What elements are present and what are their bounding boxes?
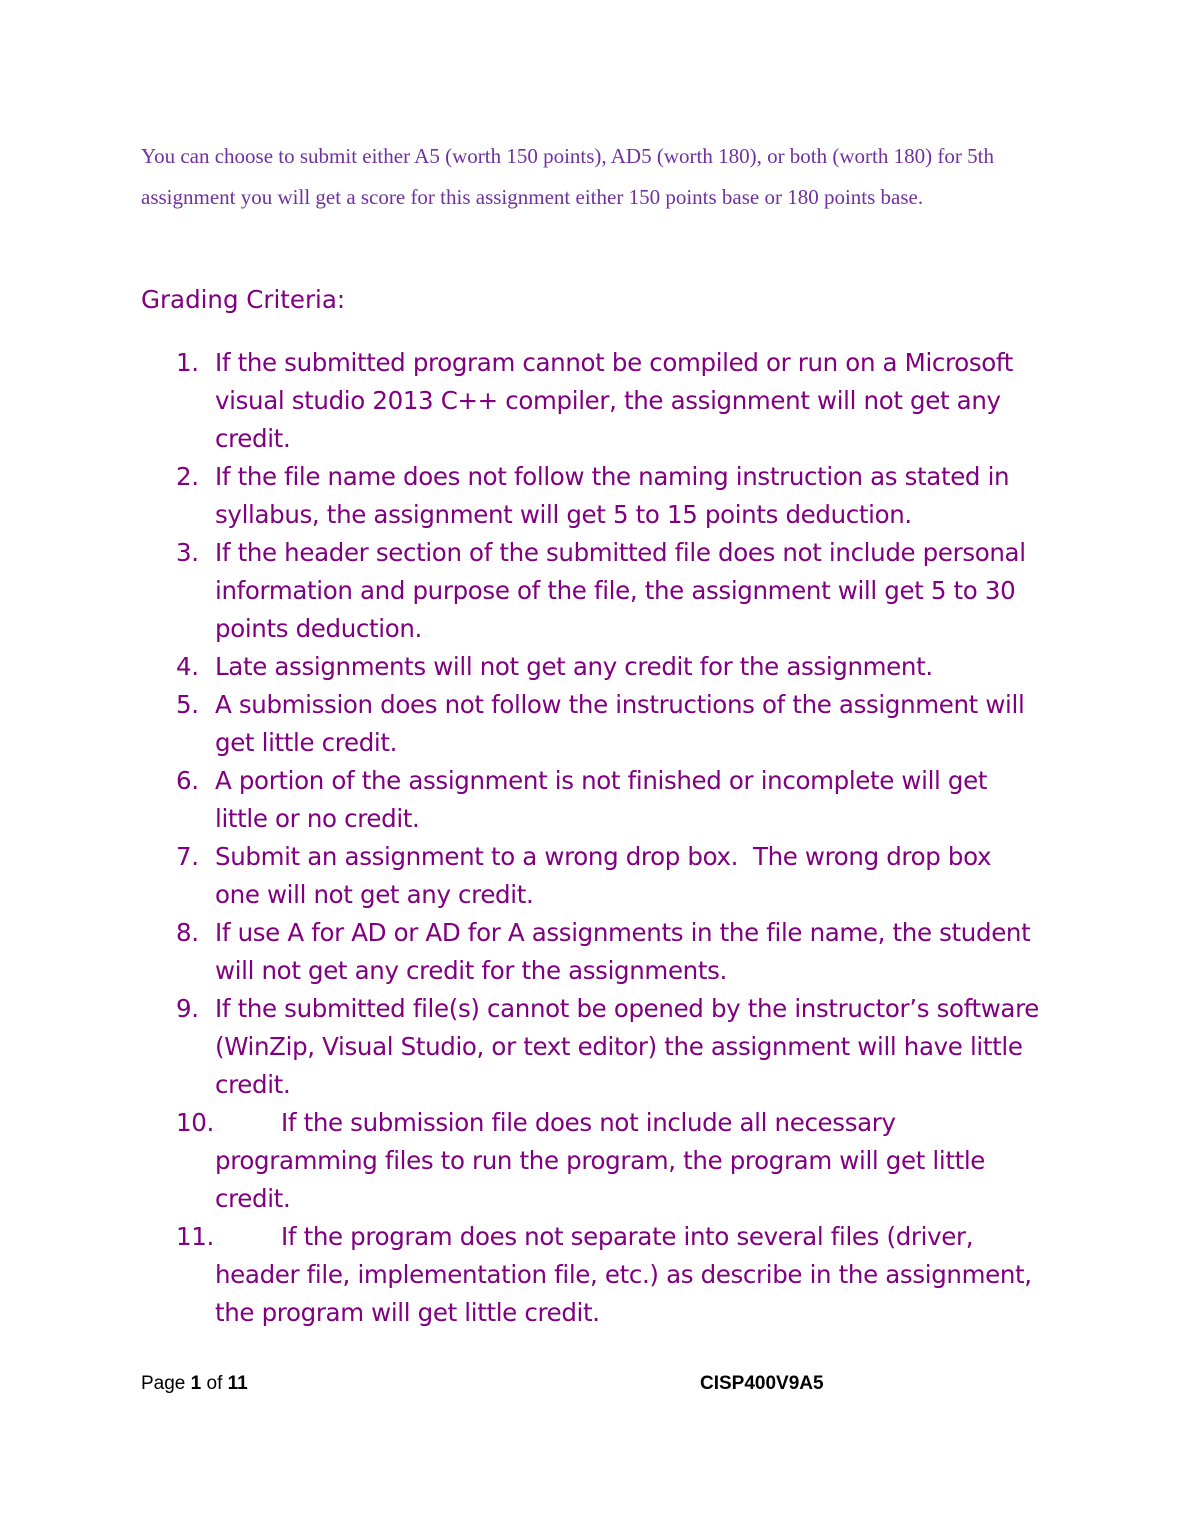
criteria-text: If the submitted program cannot be compiled or run on a Microsoft visual studio 2013 C++ compiler, the assignment will not get any credit. [215, 348, 1014, 453]
criteria-text: If the submitted file(s) cannot be opened by the instructor’s software (WinZip, Visual Studio, or text editor) the assignment will have little credit. [215, 994, 1039, 1099]
criteria-number: 4. [176, 652, 199, 681]
criteria-number: 9. [176, 994, 199, 1023]
intro-paragraph: You can choose to submit either A5 (worth 150 points), AD5 (worth 180), or both (worth 180) for 5th assignment you will get a score for this assignment either 150 points base or 180 points base. [141, 144, 994, 209]
document-id-footer: CISP400V9A5 [700, 1373, 824, 1394]
criteria-text: Submit an assignment to a wrong drop box. The wrong drop box one will not get any credit. [215, 842, 999, 909]
page-current: 1 [190, 1373, 202, 1394]
criteria-text: If the submission file does not include all necessary programming files to run the program, the program will get little credit. [215, 1108, 986, 1213]
criteria-item-1 [0, 344, 1043, 458]
criteria-item-6 [0, 762, 1043, 838]
criteria-number: 11. [176, 1222, 214, 1251]
criteria-item-9 [0, 990, 1043, 1104]
criteria-item-4 [0, 648, 1043, 686]
criteria-number: 3. [176, 538, 199, 567]
of-word: of [206, 1373, 223, 1394]
criteria-number: 8. [176, 918, 199, 947]
criteria-text: If the program does not separate into several files (driver, header file, implementation file, etc.) as describe in the assignment, the program will get little credit. [215, 1222, 1032, 1327]
criteria-item-8 [0, 914, 1043, 990]
criteria-text: If the file name does not follow the naming instruction as stated in syllabus, the assignment will get 5 to 15 points deduction. [215, 462, 1010, 529]
page-word: Page [141, 1373, 186, 1394]
criteria-text: A submission does not follow the instructions of the assignment will get little credit. [215, 690, 1025, 757]
page-number-footer [141, 1372, 248, 1396]
criteria-number: 1. [176, 348, 199, 377]
criteria-text: Late assignments will not get any credit for the assignment. [215, 652, 933, 681]
criteria-item-3 [0, 534, 1043, 648]
criteria-item-2 [0, 458, 1043, 534]
criteria-number: 2. [176, 462, 199, 491]
criteria-number: 10. [176, 1108, 214, 1137]
criteria-item-10 [0, 1104, 1043, 1218]
criteria-number: 5. [176, 690, 199, 719]
criteria-number: 6. [176, 766, 199, 795]
criteria-number: 7. [176, 842, 199, 871]
page-total: 11 [227, 1373, 248, 1394]
criteria-text: A portion of the assignment is not finished or incomplete will get little or no credit. [215, 766, 988, 833]
criteria-item-11 [0, 1218, 1043, 1332]
grading-criteria-list [0, 344, 1190, 1332]
grading-criteria-heading: Grading Criteria: [141, 285, 346, 314]
criteria-text: If use A for AD or AD for A assignments in the file name, the student will not get any credit for the assignments. [215, 918, 1031, 985]
criteria-text: If the header section of the submitted file does not include personal information and purpose of the file, the assignment will get 5 to 30 points deduction. [215, 538, 1026, 643]
criteria-item-7 [0, 838, 1043, 914]
criteria-item-5 [0, 686, 1043, 762]
